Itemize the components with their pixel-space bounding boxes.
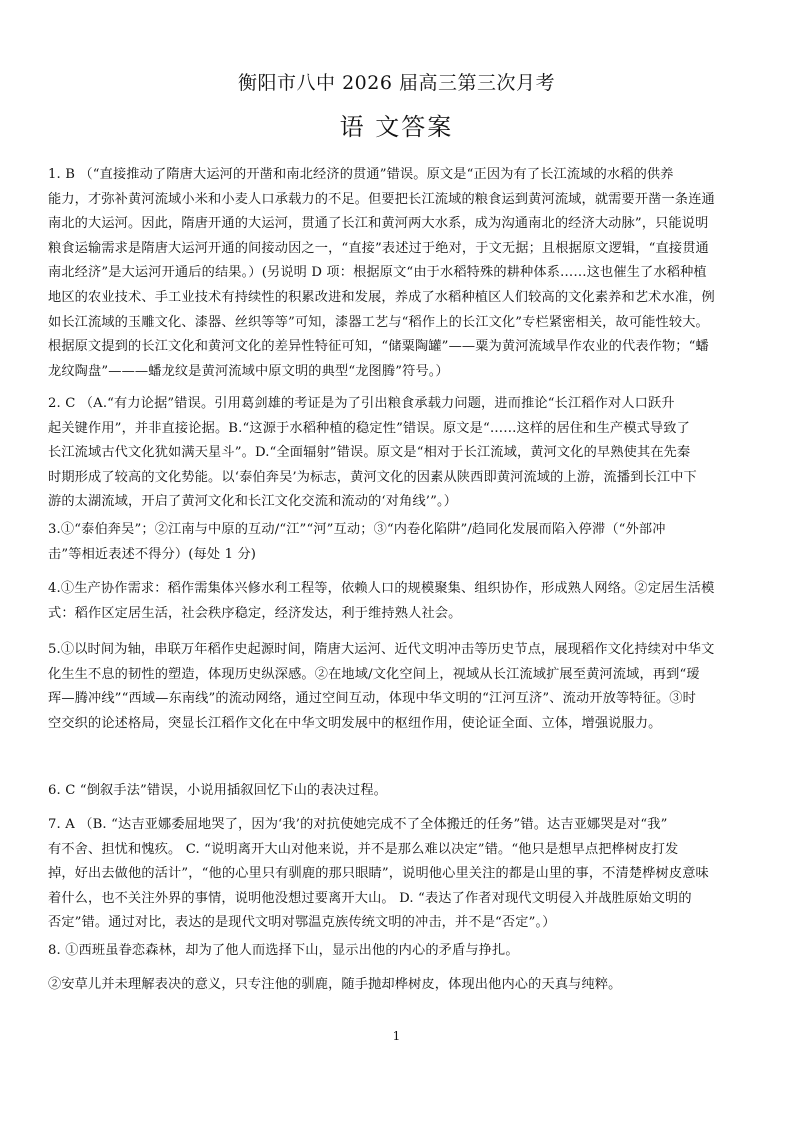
answer-2-line: 2. C （A.“有力论据”错误。引用葛剑雄的考证是为了引出粮食承载力问题，进而推论“长江稻作对人口跃升 — [48, 396, 675, 411]
answer-5-line: 空交织的论述格局，突显长江稻作文化在中华文明发展中的枢纽作用，使论证全面、立体，增强说服力。 — [48, 715, 662, 731]
answer-3-line: 3.①“泰伯奔吴”；②江南与中原的互动/“江”“河”互动；③“内卷化陷阱”/趋同化发展而陷入停滞（“外部冲 — [48, 522, 666, 537]
answer-8-line: 8. ①西班虽眷恋森林，却为了他人而选择下山，显示出他的内心的矛盾与挣扎。 — [48, 943, 519, 958]
answer-1-line: 南北的大运河。因此，隋唐开通的大运河，贯通了长江和黄河两大水系，成为沟通南北的经济大动脉”，只能说明 — [48, 216, 709, 232]
answer-7-line: 7. A （B. “达吉亚娜委屈地哭了，因为‘我’的对抗使她完成不了全体搬迁的任务”错。达吉亚娜哭是对“我” — [48, 817, 668, 832]
answer-6-line: 6. C “倒叙手法”错误，小说用插叙回忆下山的表决过程。 — [48, 783, 388, 798]
answer-1-line: 能力，才弥补黄河流域小米和小麦人口承载力的不足。但要把长江流域的粮食运到黄河流域，就需要开凿一条连通 — [48, 191, 715, 207]
answer-2 — [48, 392, 748, 515]
answer-1-line: 1. B （“直接推动了隋唐大运河的开凿和南北经济的贯通”错误。原文是“正因为有了长江流域的水稻的供养 — [48, 167, 674, 182]
answer-1-line: 南北经济”是大运河开通后的结果。）(另说明 D 项：根据原文“由于水稻特殊的耕种体系……这也催生了水稻种植 — [48, 265, 707, 281]
answer-1 — [48, 163, 748, 384]
answer-7-line: 有不舍、担忧和愧疚。 C. “说明离开大山对他来说，并不是那么难以决定”错。“他只是想早点把桦树皮打发 — [48, 841, 679, 857]
answer-1-line: 地区的农业技术、手工业技术有持续性的积累改进和发展，养成了水稻种植区人们较高的文化素养和艺术水准，例 — [48, 289, 715, 305]
answer-2-line: 游的太湖流域，开启了黄河文化和长江文化交流和流动的‘对角线’”。） — [48, 494, 458, 510]
answer-7-line: 否定”错。通过对比，表达的是现代文明对鄂温克族传统文明的冲击，并不是“否定”。） — [48, 915, 556, 931]
answer-6 — [48, 779, 748, 804]
answer-8-continued-line: ②安草儿并未理解表决的意义，只专注他的驯鹿，随手抛却桦树皮，体现出他内心的天真与纯粹。 — [48, 977, 622, 992]
answer-4-line: 4.①生产协作需求：稻作需集体兴修水利工程等，依赖人口的规模聚集、组织协作，形成熟人网络。②定居生活模 — [48, 581, 715, 596]
answer-7-line: 着什么，也不关注外界的事情，说明他没想过要离开大山。 D. “表达了作者对现代文明侵入并战胜原始文明的 — [48, 890, 692, 906]
answer-1-line: 粮食运输需求是隋唐大运河开通的间接动因之一，“直接”表述过于绝对，于文无据；且根据原文逻辑，“直接贯通 — [48, 240, 709, 256]
answer-3-line: 击”等相近表述不得分）(每处 1 分) — [48, 546, 257, 562]
answer-4-line: 式：稻作区定居生活，社会秩序稳定，经济发达，利于维持熟人社会。 — [48, 605, 462, 621]
answer-5-line: 5.①以时间为轴，串联万年稻作史起源时间，隋唐大运河、近代文明冲击等历史节点，展现稻作文化持续对中华文 — [48, 642, 715, 657]
answer-1-line: 如长江流域的玉雕文化、漆器、丝织等等”可知，漆器工艺与“稻作上的长江文化”专栏紧密相关，故可能性较大。 — [48, 314, 709, 330]
document-title: 衡阳市八中 2026 届高三第三次月考 — [238, 72, 555, 94]
answer-7-line: 掉，好出去做他的活计”，“他的心里只有驯鹿的那只眼睛”，说明他心里关注的都是山里的事，不清楚桦树皮意味 — [48, 866, 709, 882]
answer-8-continued — [48, 973, 748, 998]
answer-2-line: 长江流域古代文化犹如满天星斗”。D.“全面辐射”错误。原文是“相对于长江流域，黄河文化的早熟使其在先秦 — [48, 445, 691, 461]
answer-8 — [48, 939, 748, 964]
answer-2-line: 起关键作用”，并非直接论据。B.“这源于水稻种植的稳定性”错误。原文是“……这样的居住和生产模式导致了 — [48, 420, 690, 436]
page-number: 1 — [392, 1029, 401, 1043]
answer-5-line: 珲—腾冲线”“西域—东南线”的流动网络，通过空间互动，体现中华文明的“江河互济”、流动开放等特征。③时 — [48, 691, 696, 707]
answer-7 — [48, 813, 748, 936]
answer-1-line: 根据原文提到的长江文化和黄河文化的差异性特征可知，“储粟陶罐”——粟为黄河流域旱作农业的代表作物；“蟠 — [48, 339, 709, 355]
answer-4 — [48, 577, 748, 626]
answer-2-line: 时期形成了较高的文化势能。以‘泰伯奔吴’为标志，黄河文化的因素从陕西即黄河流域的上游，流播到长江中下 — [48, 469, 697, 485]
answer-5-line: 化生生不息的韧性的塑造，体现历史纵深感。②在地域/文化空间上，视域从长江流域扩展至黄河流域，再到“瑷 — [48, 666, 700, 682]
answer-1-line: 龙纹陶盘”———蟠龙纹是黄河流域中原文明的典型“龙图腾”符号。） — [48, 363, 449, 379]
answer-3 — [48, 518, 748, 567]
document-subtitle: 语 文答案 — [339, 113, 454, 141]
answer-5 — [48, 638, 748, 736]
